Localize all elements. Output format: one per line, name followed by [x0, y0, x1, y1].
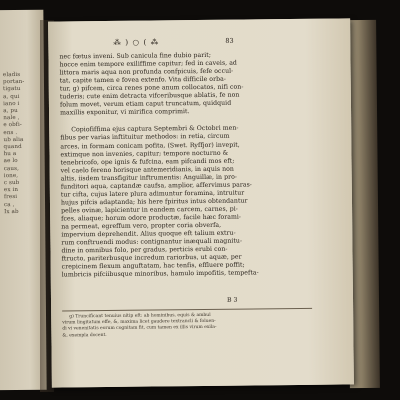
text-line: rum conftruendi modus: contignantur inæquali magnitu-	[61, 237, 243, 247]
text-line: crepicinem flexum anguftatam, hac tenfis, effluere poffit;	[61, 261, 245, 271]
text-line: tuderis; cute enim detracta vifceribusque ablatis, fe non	[59, 91, 240, 101]
text-line: extimque non invenies, capitur; tempore nocturno &	[60, 149, 229, 159]
left-page-fragment: Ix ab	[4, 208, 19, 215]
footnote-line: &, exempla docent.	[62, 332, 107, 339]
left-page-fragment: caus,	[3, 165, 19, 172]
page-number: 83	[225, 36, 234, 45]
text-line: fibus per varias inftituitur methodos: in retia, circum	[60, 133, 230, 142]
text-line: tur, g) pifcem, circa renes pone anum collocatos, nifi con-	[59, 83, 244, 93]
left-page-fragment: ens .	[3, 129, 18, 136]
text-line: impervium deprehendit. Alius quoque eft talium extru-	[61, 229, 236, 239]
footnote-line: g) Truncificant tenuius nitip eft: ab hominibus, equis & ambul	[69, 312, 211, 320]
left-page-fragment: iano i	[3, 100, 20, 107]
text-line: pelles ovinæ, lapicientur in eandem carcem, carnes, pi-	[61, 205, 238, 215]
text-line: tenebricofo, ope ignis & fufcina, eam pifcandi mos eft;	[60, 157, 235, 167]
text-line: fces, aliaque; horum odore productæ, facile hæc forami-	[61, 213, 242, 223]
left-page-fragment: a, qui	[3, 93, 20, 100]
left-page-fragment: ub alia	[3, 136, 24, 143]
text-line: lumbricis pifciibusque minoribus, hamulo impofitis, tempefta-	[61, 269, 259, 279]
left-page-fragment: ex in	[3, 187, 19, 194]
text-line: littora maris aqua non profunda confpicuis, fefe occul-	[59, 67, 234, 77]
footnote-rule	[62, 308, 312, 312]
text-line: na permeat, egreffum vero, propter coria obverfa,	[61, 221, 222, 231]
footnote-line: di vi venenitatis eorum cognitam fit, cum tamen ex illis virum exila-	[62, 325, 217, 332]
text-line: funditori aqua, captandæ caufsa, amplior, affervimus paras-	[60, 181, 252, 191]
left-page-fragment: tigatu	[3, 86, 21, 93]
left-page-fragment: ca ,	[4, 201, 15, 208]
text-line: tur cifta, cujus latere plura adimuntur foramina, intruitur	[60, 189, 245, 199]
left-page-fragment: eladis	[2, 71, 21, 79]
text-line: hocce enim tempore exiliffime capitur; fed in caveis, ad	[59, 59, 237, 69]
signature-mark: B 3	[226, 296, 238, 304]
left-page-fragment: a, pu	[3, 107, 18, 115]
text-line: ftructo, pariterbusque incredum rariorbus, ut aquæ, per	[61, 253, 242, 263]
text-line: dine in omnibus folo, per gradus, perticis erubi con-	[61, 245, 228, 255]
left-page-fragment: c sub	[3, 179, 20, 187]
header-ornament: ⁂ ) ○ ( ⁂	[113, 37, 160, 47]
left-page-fragment: ae lo	[3, 158, 18, 165]
text-line: hujus pifcis adaptanda; his here fpiritus intus obtendantur	[60, 197, 248, 207]
left-page-fragment: fresi	[3, 194, 18, 201]
footnote-line: virum lingitatum effe, &, maxima licet gaudere textrancli & foluen-	[62, 319, 216, 326]
left-page-fragment: portan-	[2, 79, 25, 86]
left-page-fragment: e obfi-	[3, 122, 22, 129]
text-line: nec fœtus inveni. Sub canicula fine dubio parit;	[59, 51, 211, 61]
text-line: maxillis exponitur, vi mirifica comprimit.	[60, 108, 190, 117]
left-page-fragment: ione,	[3, 172, 19, 179]
text-line: Copiofiffima ejus captura Septembri & Octobri men-	[71, 124, 239, 134]
text-line: vel caelo fereno horisque antemeridianis, in aquis non	[60, 165, 234, 175]
text-line: folum movet, verum etiam caput truncatum, quidquid	[59, 99, 232, 109]
text-line: tat, capite tamen e fovea extenfo. Vita difficile orba-	[59, 75, 226, 85]
left-page-fragment: quand	[3, 143, 22, 151]
right-page	[48, 18, 354, 387]
text-line: altis, iisdem transfigitur inftrumentis: Anguillæ, in pro-	[60, 173, 238, 183]
text-line: arces, in formam conicam pofita, (Swet. Ryffjor) invepit,	[60, 141, 240, 150]
left-page-fragment: hu a	[3, 151, 17, 158]
left-page-fragment: nale ,	[3, 115, 20, 122]
